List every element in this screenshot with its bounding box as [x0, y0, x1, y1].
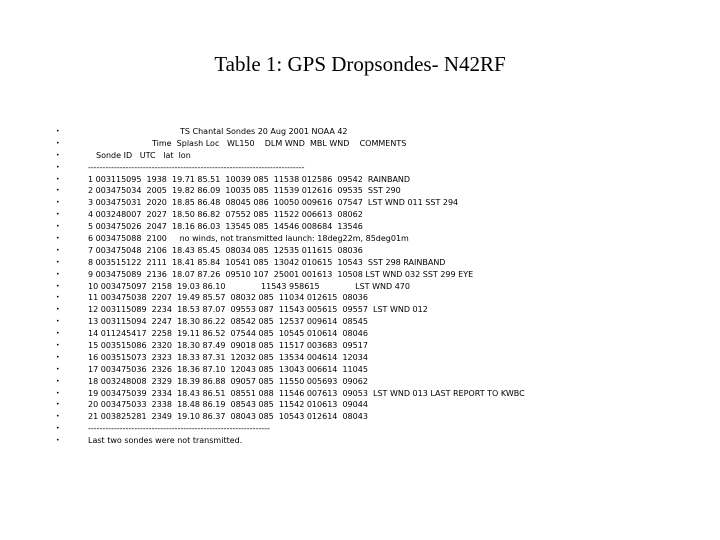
table-line	[56, 364, 716, 376]
bullet-icon: •	[56, 353, 60, 361]
table-line	[56, 126, 716, 138]
bullet-icon: •	[56, 342, 60, 350]
bullet-icon: •	[56, 211, 60, 219]
table-line	[56, 245, 716, 257]
table-line	[56, 233, 716, 245]
table-line	[56, 352, 716, 364]
bullet-icon: •	[56, 377, 60, 385]
table-line	[56, 174, 716, 186]
bullet-icon: •	[56, 413, 60, 421]
bullet-icon: •	[56, 258, 60, 266]
line-text: ---------------------------------------------------------------------------	[88, 162, 305, 172]
table-line	[56, 376, 716, 388]
bullet-icon: •	[56, 306, 60, 314]
bullet-icon: •	[56, 437, 60, 445]
table-line	[56, 269, 716, 281]
table-line	[56, 150, 716, 162]
table-line	[56, 423, 716, 435]
bullet-icon: •	[56, 128, 60, 135]
bullet-icon: •	[56, 187, 60, 195]
table-line	[56, 221, 716, 233]
line-text: Last two sondes were not transmitted.	[88, 436, 243, 446]
table-line	[56, 399, 716, 411]
line-text: 12 003115089 2234 18.53 87.07 09553 087 11543 005615 09557 LST WND 012	[88, 305, 428, 315]
table-line	[56, 304, 716, 316]
table-line	[56, 435, 716, 447]
sonde-table-list	[56, 126, 716, 447]
table-line	[56, 138, 716, 150]
line-text: TS Chantal Sondes 20 Aug 2001 NOAA 42	[180, 127, 348, 136]
line-text: 13 003115094 2247 18.30 86.22 08542 085 12537 009614 08545	[88, 317, 368, 327]
table-line	[56, 257, 716, 269]
line-text: 18 003248008 2329 18.39 86.88 09057 085 11550 005693 09062	[88, 376, 368, 386]
line-text: 8 003515122 2111 18.41 85.84 10541 085 13042 010615 10543 SST 298 RAINBAND	[88, 257, 446, 267]
bullet-icon: •	[56, 318, 60, 326]
table-line	[56, 388, 716, 400]
bullet-icon: •	[56, 425, 60, 433]
table-line	[56, 340, 716, 352]
table-line	[56, 185, 716, 197]
line-text: 9 003475089 2136 18.07 87.26 09510 107 25001 001613 10508 LST WND 032 SST 299 EYE	[88, 269, 474, 279]
line-text: 16 003515073 2323 18.33 87.31 12032 085 13534 004614 12034	[88, 352, 368, 362]
bullet-icon: •	[56, 175, 60, 183]
bullet-icon: •	[56, 282, 60, 290]
line-text: 11 003475038 2207 19.49 85.57 08032 085 11034 012615 08036	[88, 293, 368, 303]
line-text: 5 003475026 2047 18.16 86.03 13545 085 14546 008684 13546	[88, 222, 363, 232]
line-text: 21 003825281 2349 19.10 86.37 08043 085 10543 012614 08043	[88, 412, 368, 422]
bullet-icon: •	[56, 199, 60, 207]
line-text: 4 003248007 2027 18.50 86.82 07552 085 11522 006613 08062	[88, 210, 363, 220]
line-text: Sonde ID UTC lat lon	[96, 150, 191, 160]
line-text: 7 003475048 2106 18.43 85.45 08034 085 12535 011615 08036	[88, 245, 363, 255]
table-line	[56, 316, 716, 328]
bullet-icon: •	[56, 294, 60, 302]
bullet-icon: •	[56, 330, 60, 338]
table-line	[56, 328, 716, 340]
table-line	[56, 411, 716, 423]
line-text: 15 003515086 2320 18.30 87.49 09018 085 11517 003683 09517	[88, 341, 368, 351]
bullet-icon: •	[56, 139, 60, 147]
bullet-icon: •	[56, 246, 60, 254]
line-text: Time Splash Loc WL150 DLM WND MBL WND COMMENTS	[152, 138, 407, 148]
line-text: 2 003475034 2005 19.82 86.09 10035 085 11539 012616 09535 SST 290	[88, 186, 401, 196]
table-line	[56, 209, 716, 221]
line-text: ---------------------------------------------------------------	[88, 424, 270, 434]
bullet-icon: •	[56, 235, 60, 243]
slide-title: Table 1: GPS Dropsondes- N42RF	[214, 52, 506, 76]
line-text: 10 003475097 2158 19.03 86.10 11543 958615 LST WND 470	[88, 281, 410, 291]
table-line	[56, 292, 716, 304]
line-text: 14 011245417 2258 19.11 86.52 07544 085 10545 010614 08046	[88, 329, 368, 339]
line-text: 1 003115095 1938 19.71 85.51 10039 085 11538 012586 09542 RAINBAND	[88, 174, 411, 184]
table-line	[56, 281, 716, 293]
bullet-icon: •	[56, 163, 60, 171]
line-text: 3 003475031 2020 18.85 86.48 08045 086 10050 009616 07547 LST WND 011 SST 294	[88, 198, 459, 208]
line-text: 20 003475033 2338 18.48 86.19 08543 085 11542 010613 09044	[88, 400, 368, 410]
line-text: 17 003475036 2326 18.36 87.10 12043 085 13043 006614 11045	[88, 364, 368, 374]
table-line	[56, 162, 716, 174]
bullet-icon: •	[56, 223, 60, 231]
table-line	[56, 197, 716, 209]
line-text: 19 003475039 2334 18.43 86.51 08551 088 11546 007613 09053 LST WND 013 LAST REPORT TO KWBC	[88, 388, 525, 398]
line-text: 6 003475088 2100 no winds, not transmitted launch: 18deg22m, 85deg01m	[88, 234, 409, 244]
bullet-icon: •	[56, 365, 60, 373]
bullet-icon: •	[56, 401, 60, 409]
bullet-icon: •	[56, 389, 60, 397]
bullet-icon: •	[56, 151, 60, 159]
bullet-icon: •	[56, 270, 60, 278]
